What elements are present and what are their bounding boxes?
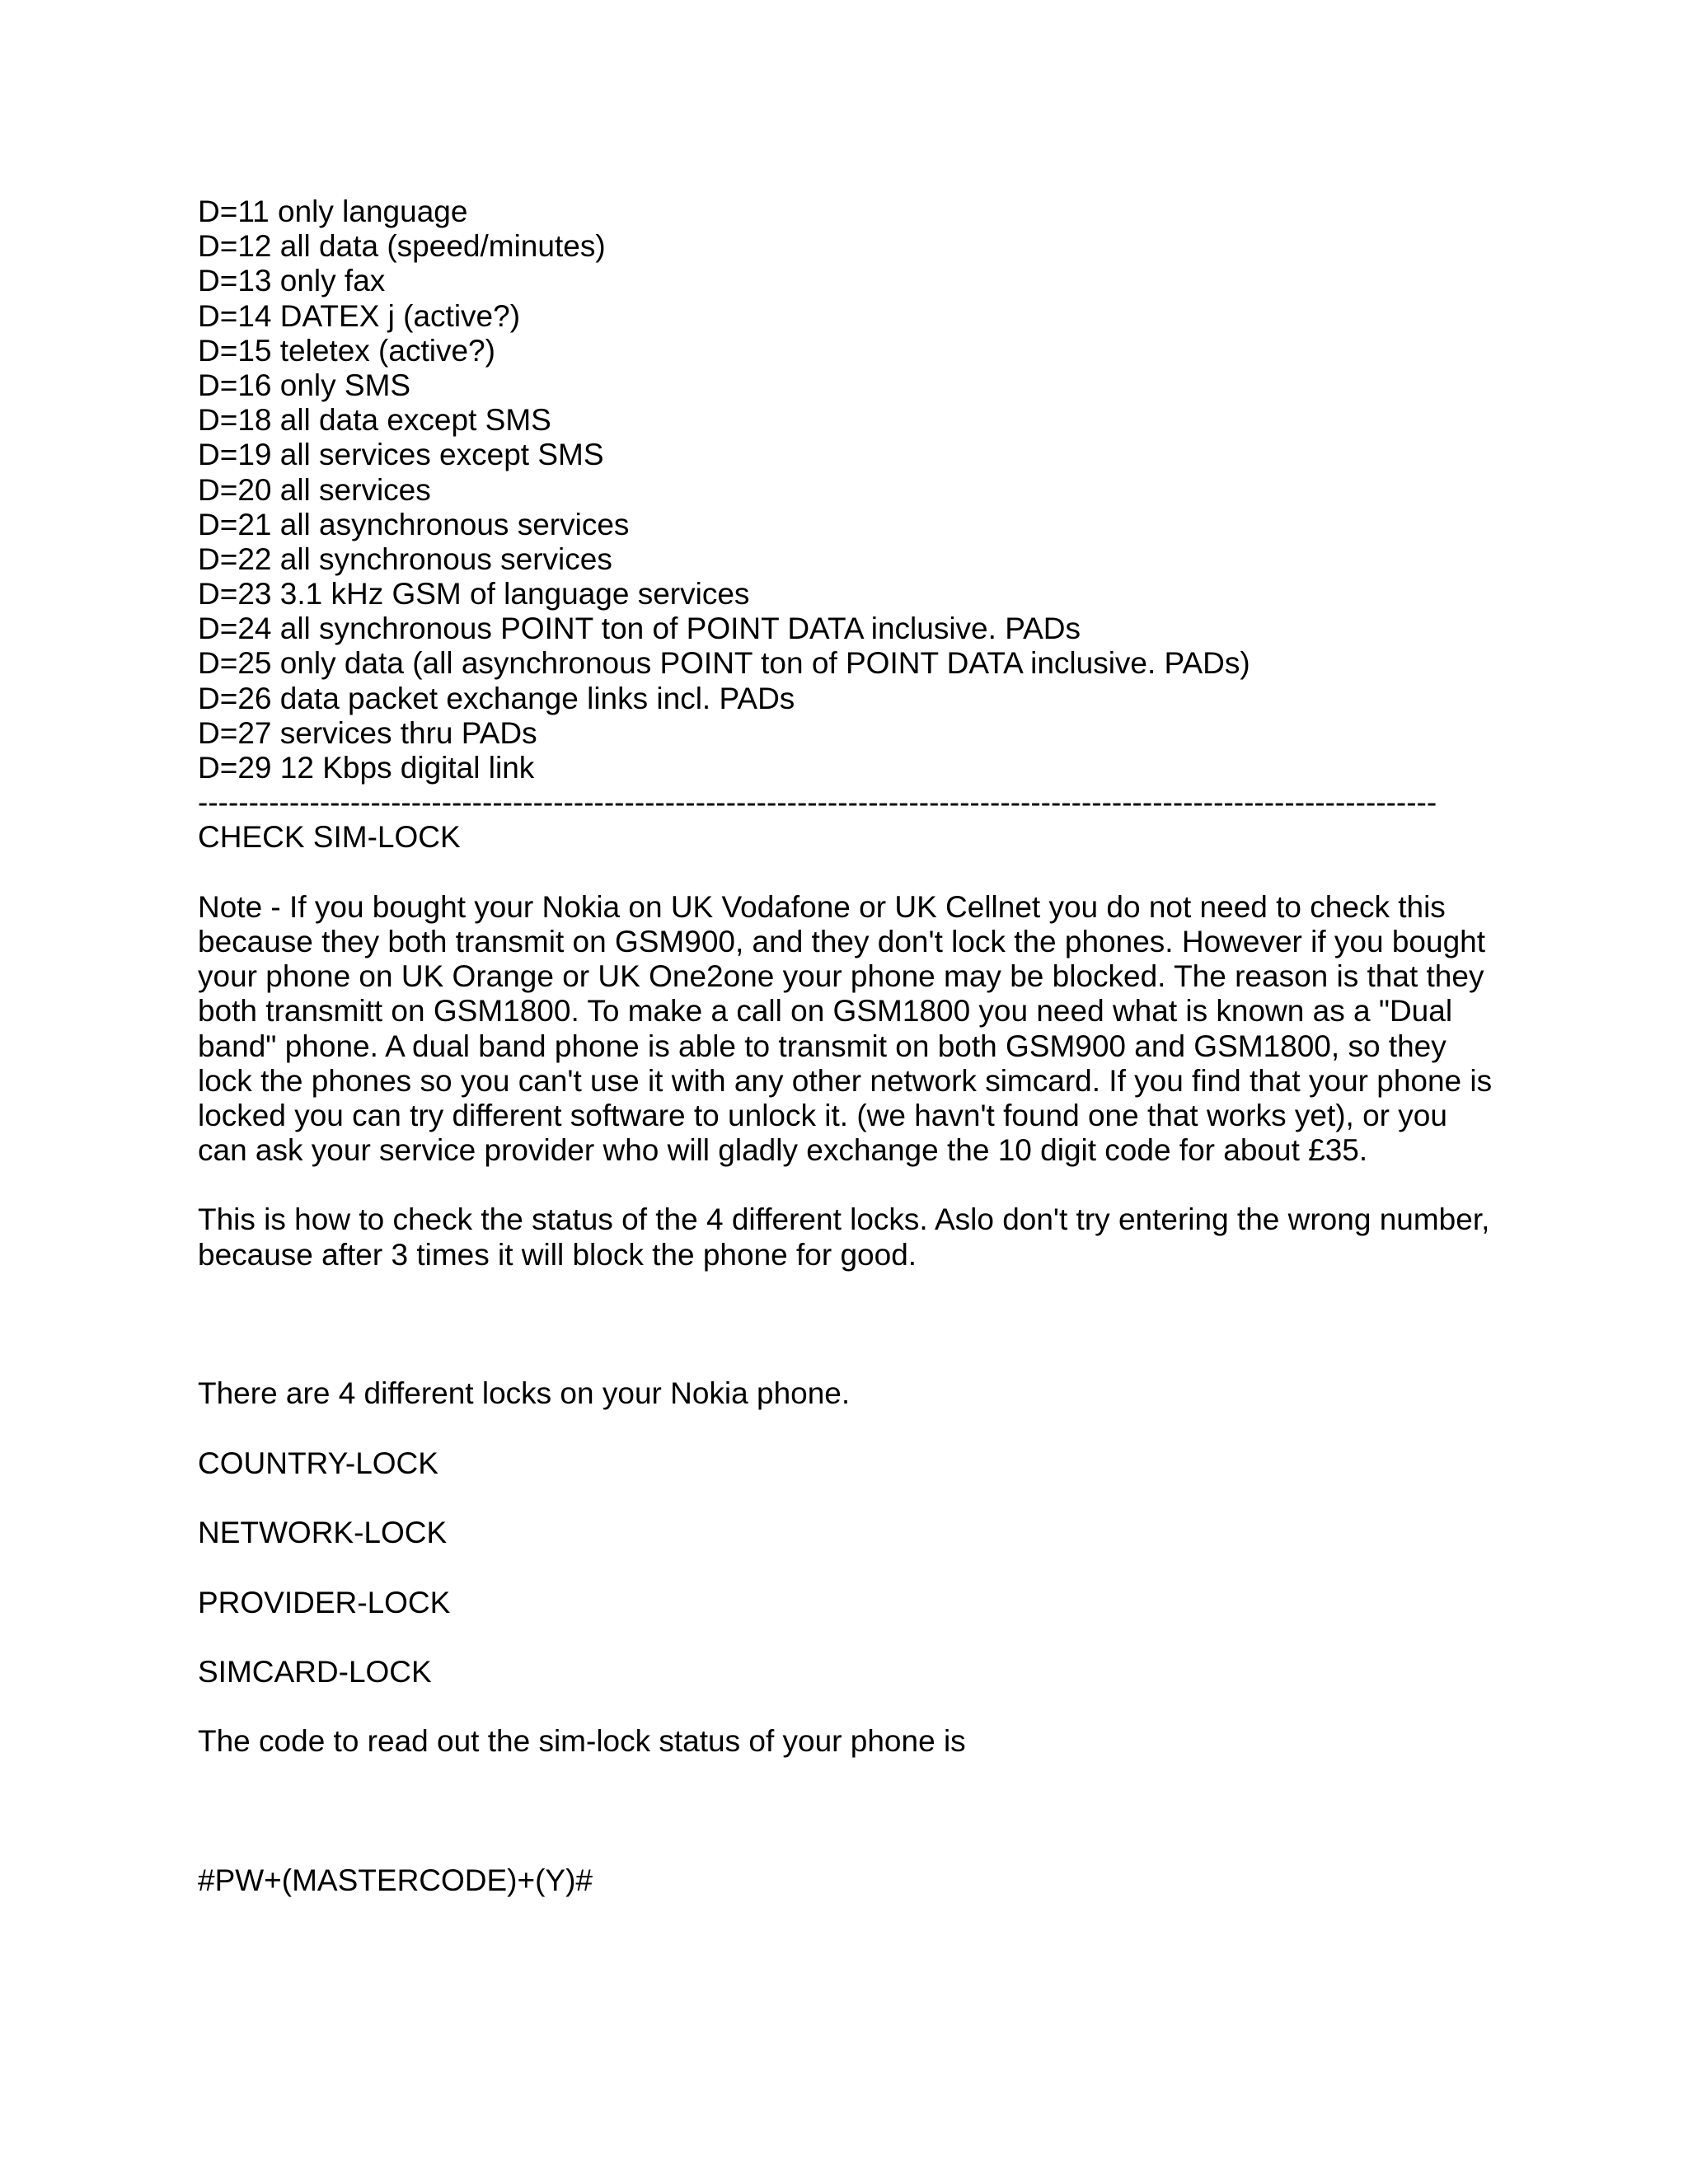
spacer <box>198 1759 1517 1863</box>
spacer <box>198 1412 1517 1446</box>
list-item: D=14 DATEX j (active?) <box>198 298 521 333</box>
spacer <box>198 1481 1517 1516</box>
list-item: D=18 all data except SMS <box>198 403 551 438</box>
paragraph-line: your phone on UK Orange or UK One2one your phone may be blocked. The reason is that they <box>198 959 1484 994</box>
simlock-code: #PW+(MASTERCODE)+(Y)# <box>198 1863 593 1898</box>
list-item: D=11 only language <box>198 194 468 228</box>
paragraph-line: band" phone. A dual band phone is able to transmit on both GSM900 and GSM1800, so they <box>198 1029 1447 1063</box>
document-body <box>198 194 1517 1898</box>
list-item: D=19 all services except SMS <box>198 438 604 472</box>
code-intro: The code to read out the sim-lock status of your phone is <box>198 1724 966 1759</box>
list-item: D=12 all data (speed/minutes) <box>198 229 606 264</box>
spacer <box>198 855 1517 890</box>
list-item: D=25 only data (all asynchronous POINT ton of POINT DATA inclusive. PADs) <box>198 646 1250 681</box>
list-item: D=16 only SMS <box>198 368 411 402</box>
lock-item-country: COUNTRY-LOCK <box>198 1446 438 1480</box>
lock-item-network: NETWORK-LOCK <box>198 1516 448 1550</box>
spacer <box>198 1690 1517 1724</box>
lock-item-simcard: SIMCARD-LOCK <box>198 1654 432 1689</box>
paragraph-line: because they both transmit on GSM900, and they don't lock the phones. However if you bought <box>198 924 1486 958</box>
list-item: D=20 all services <box>198 472 431 507</box>
list-item: D=22 all synchronous services <box>198 541 612 576</box>
locks-intro: There are 4 different locks on your Nokia phone. <box>198 1376 851 1411</box>
list-item: D=29 12 Kbps digital link <box>198 751 535 785</box>
list-item: D=21 all asynchronous services <box>198 507 630 541</box>
lock-item-provider: PROVIDER-LOCK <box>198 1585 451 1619</box>
paragraph-line: lock the phones so you can't use it with any other network simcard. If you find that your phone is <box>198 1063 1493 1098</box>
note-paragraph <box>198 889 1493 1169</box>
paragraph-line: Note - If you bought your Nokia on UK Vodafone or UK Cellnet you do not need to check this <box>198 889 1446 924</box>
section-heading: CHECK SIM-LOCK <box>198 820 461 855</box>
paragraph-line: because after 3 times it will block the phone for good. <box>198 1237 917 1272</box>
list-item: D=13 only fax <box>198 264 386 298</box>
spacer <box>198 1550 1517 1585</box>
spacer <box>198 1620 1517 1655</box>
list-item: D=26 data packet exchange links incl. PADs <box>198 681 795 715</box>
howto-paragraph <box>198 1202 1488 1272</box>
dashed-divider: -------------------------------------------------------------------------------------------------------------------------- <box>198 785 1437 820</box>
list-item: D=24 all synchronous POINT ton of POINT DATA inclusive. PADs <box>198 612 1081 646</box>
spacer <box>198 1272 1517 1377</box>
spacer <box>198 1168 1517 1202</box>
list-item: D=23 3.1 kHz GSM of language services <box>198 577 750 612</box>
list-item: D=27 services thru PADs <box>198 715 537 750</box>
services-list <box>198 194 1517 785</box>
paragraph-line: can ask your service provider who will gladly exchange the 10 digit code for about £35. <box>198 1133 1368 1168</box>
paragraph-line: both transmitt on GSM1800. To make a call on GSM1800 you need what is known as a "Dual <box>198 994 1453 1029</box>
paragraph-line: locked you can try different software to unlock it. (we havn't found one that works yet), or you <box>198 1098 1447 1132</box>
list-item: D=15 teletex (active?) <box>198 333 495 368</box>
paragraph-line: This is how to check the status of the 4 different locks. Aslo don't try entering the wrong number, <box>198 1202 1490 1237</box>
